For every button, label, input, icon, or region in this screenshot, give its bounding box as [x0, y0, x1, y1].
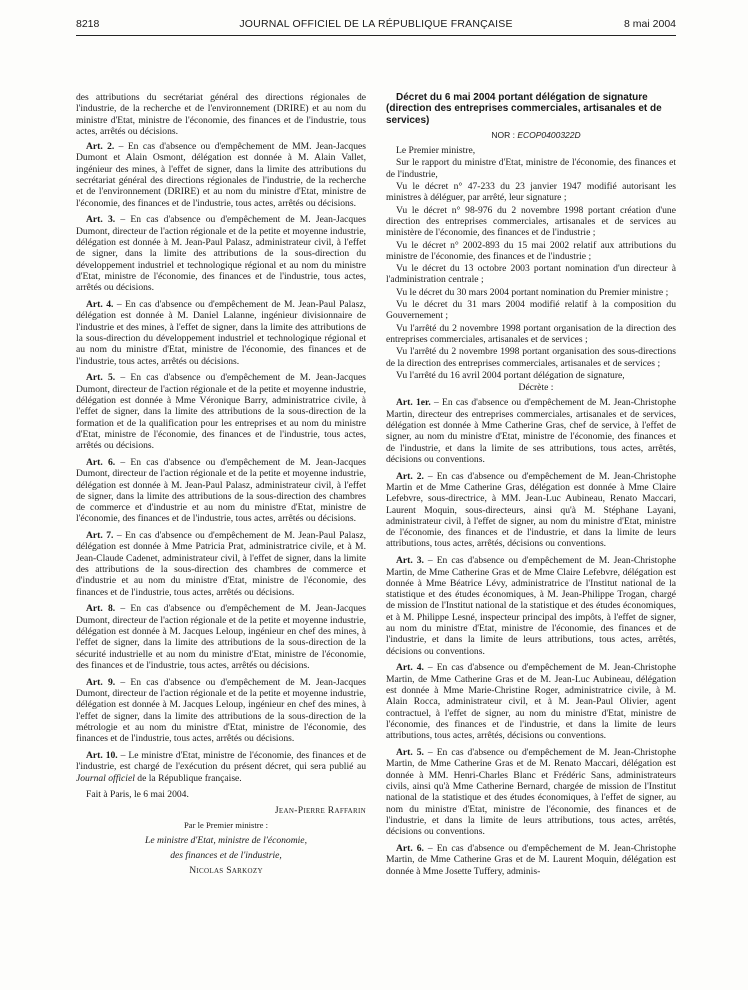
article-label: Art. 5. [86, 372, 116, 384]
article [76, 372, 366, 451]
article-label: Art. 5. [396, 747, 424, 759]
article-text: – En cas d'absence ou d'empêchement de M. Jean-Christophe Martin, de Mme Catherine Gras et de M. Renato Maccari, délégation est donnée à MM. Henri-Charles Blanc et Frédéric Sans, administrateurs civils, ainsi qu'à Mme Catherine Bernard, chargée de mission de l'Institut national de la statistique et des études économiques, à l'effet de signer, au nom du ministre d'Etat, ministre de l'économie, des finances et de l'industrie, et dans la limite de leurs attributions, tous actes, arrêtés, décisions ou conventions. [386, 747, 676, 838]
article-label: Art. 4. [396, 662, 424, 674]
article-text: – En cas d'absence ou d'empêchement de M. Jean-Jacques Dumont, directeur de l'action régionale et de la petite et moyenne industrie, délégation est donnée à M. Jean-Paul Palasz, administrateur civil, à l'effet de signer, dans la limite des attributions de la sous-direction du développement industriel et technologique régional et au nom du ministre d'Etat, ministre de l'économie, des finances et de l'industrie, tous actes, arrêtés ou décisions. [76, 214, 366, 294]
article [76, 299, 366, 367]
page-header [76, 18, 676, 34]
article-text: – En cas d'absence ou d'empêchement de M. Jean-Christophe Martin, directeur des entreprises commerciales, artisanales et de services, délégation est donnée à Mme Catherine Gras, chef de service, à l'effet de signer, au nom du ministre d'Etat, ministre de l'économie, des finances et de l'industrie, et dans la limite de ses attributions, tous actes, arrêtés, décisions ou conventions. [386, 397, 676, 465]
preamble-line: Sur le rapport du ministre d'Etat, ministre de l'économie, des finances et de l'industrie, [386, 157, 676, 180]
article-text: – En cas d'absence ou d'empêchement de M. Jean-Jacques Dumont, directeur de l'action régionale et de la petite et moyenne industrie, délégation est donnée à M. Jean-Paul Palasz, administrateur civil, à l'effet de signer, dans la limite des attributions de la sous-direction des chambres de commerce et d'industrie et au nom du ministre d'Etat, ministre de l'économie, des finances et de l'industrie, tous actes, arrêtés ou décisions. [76, 456, 366, 525]
article [386, 555, 676, 657]
article [76, 457, 366, 525]
header-rule [76, 35, 676, 36]
article-text: – En cas d'absence ou d'empêchement de M. Jean-Jacques Dumont, directeur de l'action régionale et de la petite et moyenne industrie, délégation est donnée à Mme Véronique Barry, administratrice civile, à l'effet de signer, dans la limite des attributions de la sous-direction de la formation et de la qualification pour les entreprises et au nom du ministre d'Etat, ministre de l'économie, des finances et de l'industrie, tous actes, arrêtés ou décisions. [76, 372, 366, 452]
article [386, 662, 676, 741]
article-label: Art. 6. [396, 842, 424, 854]
article-text: – En cas d'absence ou d'empêchement de M. Jean-Paul Palasz, délégation est donnée à M. Daniel Lalanne, ingénieur divisionnaire de l'industrie et des mines, à l'effet de signer, dans la limite des attributions de la sous-direction du développement industriel et technologique régional et au nom du ministre d'Etat, ministre de l'économie, des finances et de l'industrie, tous actes, arrêtés ou décisions. [76, 299, 367, 367]
preamble-line: Vu l'arrêté du 2 novembre 1998 portant organisation de la direction des entreprises commerciales, artisanales et de services ; [386, 322, 676, 345]
left-column [76, 92, 366, 881]
article-text: – En cas d'absence ou d'empêchement de M. Jean-Jacques Dumont, directeur de l'action régionale et de la petite et moyenne industrie, délégation est donnée à M. Jacques Leloup, ingénieur en chef des mines, à l'effet de signer, dans la limite des attributions de la sous-direction de la métrologie et au nom du ministre d'Etat, ministre de l'économie, des finances et de l'industrie, tous actes, arrêtés ou décisions. [76, 676, 366, 745]
minister-title-line1: Le ministre d'Etat, ministre de l'économie, [145, 835, 307, 847]
article [386, 471, 676, 550]
article-text: – En cas d'absence ou d'empêchement de M. Jean-Christophe Martin, de Mme Catherine Gras et de Mme Claire Lefebvre, délégation est donnée à Mme Béatrice Lévy, administratrice de l'Institut national de la statistique et des études économiques, à M. Jean-Philippe Trogan, chargé de mission de l'Institut national de la statistique et des études économiques, et à M. Philippe Lesné, inspecteur principal des impôts, à l'effet de signer, au nom du ministre d'Etat, ministre de l'économie, des finances et de l'industrie, et dans la limite de leurs attributions, tous actes, arrêtés, décisions ou conventions. [386, 555, 676, 657]
article-label: Art. 2. [396, 470, 424, 482]
preamble-line: Vu le décret n° 98-976 du 2 novembre 1998 portant création d'une direction des entreprises commerciales, artisanales et de services au ministère de l'économie, des finances et de l'industrie ; [386, 204, 676, 239]
article-label: Art. 2. [86, 141, 115, 153]
article-text: – En cas d'absence ou d'empêchement de MM. Jean-Jacques Dumont et Alain Osmont, délégation est donnée à M. Alain Vallet, ingénieur des mines, à l'effet de signer, dans la limite des attributions du secrétariat général des directions régionales de l'industrie, de la recherche et de l'environnement (DRIRE) et au nom du ministre d'Etat, ministre de l'économie, des finances et de l'industrie, tous actes, arrêtés ou décisions. [76, 141, 366, 209]
article-label: Art. 9. [86, 676, 116, 688]
article-label: Art. 10. [86, 750, 118, 762]
preamble-line: Vu le décret n° 47-233 du 23 janvier 1947 modifié autorisant les ministres à déléguer, par arrêté, leur signature ; [386, 181, 676, 204]
preamble [386, 145, 676, 381]
article [386, 843, 676, 877]
fait-a-paris: Fait à Paris, le 6 mai 2004. [86, 789, 189, 801]
nor-reference [386, 130, 676, 141]
minister-name: Nicolas Sarkozy [189, 865, 263, 877]
nor-label: NOR : [491, 129, 518, 140]
journal-reference: Journal officiel [76, 772, 135, 784]
article-label: Art. 8. [86, 603, 116, 615]
article [386, 397, 676, 465]
journal-title: JOURNAL OFFICIEL DE LA RÉPUBLIQUE FRANÇAISE [239, 18, 513, 30]
issue-date: 8 mai 2004 [624, 18, 676, 30]
article-label: Art. 6. [86, 456, 116, 468]
article-text: – Le ministre d'Etat, ministre de l'économie, des finances et de l'industrie, est chargé de l'exécution du présent décret, qui sera publié au [76, 750, 366, 773]
article [76, 530, 366, 598]
nor-value: ECOP0400322D [517, 129, 581, 140]
decree-title: Décret du 6 mai 2004 portant délégation de signature (direction des entreprises commerciales, artisanales et de services) [386, 92, 662, 126]
article-text: – En cas d'absence ou d'empêchement de M. Jean-Jacques Dumont, directeur de l'action régionale et de la petite et moyenne industrie, délégation est donnée à M. Jacques Leloup, ingénieur en chef des mines, à l'effet de signer, dans la limite des attributions de la sous-direction de la sécurité industrielle et au nom du ministre d'Etat, ministre de l'économie, des finances et de l'industrie, tous actes, arrêtés ou décisions. [76, 603, 366, 671]
left-articles [76, 141, 366, 744]
article-10 [76, 750, 366, 784]
article [76, 214, 366, 293]
article-label: Art. 3. [86, 214, 116, 226]
continued-paragraph: des attributions du secrétariat général des directions régionales de l'industrie, de la recherche et de l'environnement (DRIRE) et au nom du ministre d'Etat, ministre de l'économie, des finances et de l'industrie, tous actes, arrêtés ou décisions. [76, 92, 366, 137]
preamble-line: Vu le décret du 30 mars 2004 portant nomination du Premier ministre ; [396, 286, 669, 298]
preamble-line: Vu le décret du 13 octobre 2003 portant nomination d'un directeur à l'administration centrale ; [386, 263, 676, 286]
par-le-premier-ministre: Par le Premier ministre : [183, 820, 268, 831]
article-text: – En cas d'absence ou d'empêchement de M. Jean-Christophe Martin, de Mme Catherine Gras et de M. Jean-Luc Aubineau, délégation est donnée à Mme Marie-Christine Roger, administratrice civile, à M. Alain Rocca, administrateur civil, et à M. Jean-Paul Olivier, agent contractuel, à l'effet de signer, au nom du ministre d'Etat, ministre de l'économie, des finances et de l'industrie, et dans la limite de leurs attributions, tous actes, arrêtés, décisions ou conventions. [386, 662, 676, 742]
article [76, 603, 366, 671]
article [76, 677, 366, 745]
article-text: – En cas d'absence ou d'empêchement de M. Jean-Christophe Martin, de Mme Catherine Gras et de M. Laurent Moquin, délégation est donnée à Mme Josette Tuffery, adminis- [386, 842, 676, 877]
decrete-heading: Décrète : [518, 382, 554, 394]
right-column [386, 92, 676, 882]
minister-title-line2: des finances et de l'industrie, [170, 850, 282, 862]
preamble-line: Vu le décret du 31 mars 2004 modifié relatif à la composition du Gouvernement ; [386, 299, 676, 322]
article-text: – En cas d'absence ou d'empêchement de M. Jean-Christophe Martin et de Mme Catherine Gras, délégation est donnée à Mme Claire Lefebvre, sous-directrice, à MM. Jean-Luc Aubineau, Renato Maccari, Laurent Moquin, sous-directeurs, ainsi qu'à M. Stéphane Layani, administrateur civil, à l'effet de signer, au nom du ministre d'Etat, ministre de l'économie, des finances et de l'industrie, et dans la limite de leurs attributions, tous actes, arrêtés, décisions ou conventions. [386, 470, 676, 550]
right-articles [386, 397, 676, 876]
article-label: Art. 7. [86, 530, 114, 542]
page-number: 8218 [76, 18, 100, 30]
article-label: Art. 1er. [396, 397, 431, 409]
article [76, 141, 366, 209]
article-text-end: de la République française. [134, 772, 242, 784]
article-text: – En cas d'absence ou d'empêchement de M. Jean-Paul Palasz, délégation est donnée à Mme Patricia Prat, administratrice civile, et à M. Jean-Claude Cadenet, administrateur civil, à l'effet de signer, dans la limite des attributions de la sous-direction des chambres de commerce et d'industrie et au nom du ministre d'Etat, ministre de l'économie, des finances et de l'industrie, tous actes, arrêtés ou décisions. [76, 530, 367, 598]
article-label: Art. 3. [396, 555, 424, 567]
article [386, 747, 676, 837]
preamble-line: Vu l'arrêté du 16 avril 2004 portant délégation de signature, [396, 369, 625, 381]
article-label: Art. 4. [86, 299, 114, 311]
preamble-line: Vu l'arrêté du 2 novembre 1998 portant organisation des sous-directions de la direction des entreprises commerciales, artisanales et de services ; [386, 346, 676, 369]
signatory-name: Jean-Pierre Raffarin [274, 804, 366, 816]
preamble-line: Vu le décret n° 2002-893 du 15 mai 2002 relatif aux attributions du ministre de l'économie, des finances et de l'industrie ; [386, 239, 676, 262]
preamble-line: Le Premier ministre, [396, 145, 476, 157]
